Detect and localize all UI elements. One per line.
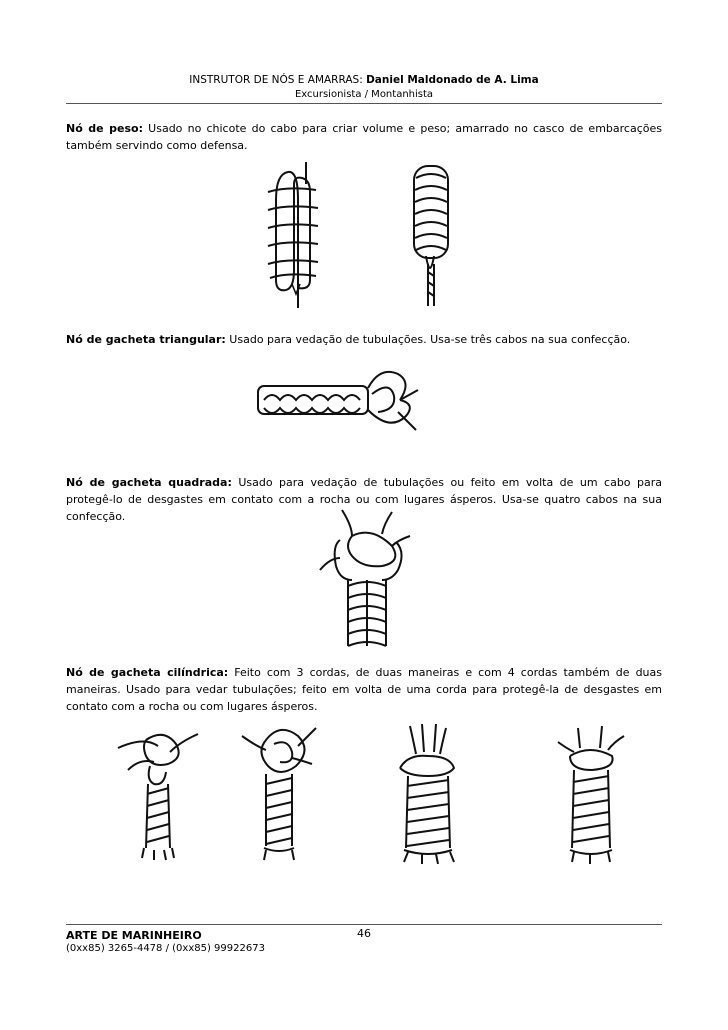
page-number: 46 bbox=[357, 927, 371, 940]
section-text: Usado no chicote do cabo para criar volume e peso; amarrado no casco de embarcações também servindo como defensa. bbox=[66, 122, 662, 152]
section-triangular-gasket bbox=[66, 331, 662, 348]
header-label: INSTRUTOR DE NÓS E AMARRAS: bbox=[189, 74, 367, 86]
cylindrical-gasket-knot-3 bbox=[388, 724, 468, 864]
footer-title: ARTE DE MARINHEIRO bbox=[66, 929, 202, 942]
footer-phones: (0xx85) 3265-4478 / (0xx85) 99922673 bbox=[66, 943, 265, 954]
square-gasket-knot bbox=[312, 506, 422, 650]
section-title: Nó de peso: bbox=[66, 122, 143, 135]
section-cylindrical-gasket bbox=[66, 664, 662, 715]
section-weight-knot bbox=[66, 120, 662, 154]
section-title: Nó de gacheta quadrada: bbox=[66, 476, 232, 489]
cylindrical-gasket-knot-4 bbox=[552, 722, 630, 864]
cylindrical-gasket-knot-2 bbox=[236, 720, 322, 862]
section-title: Nó de gacheta triangular: bbox=[66, 333, 226, 346]
weight-knot-finished bbox=[406, 160, 456, 308]
header-rule bbox=[66, 103, 662, 104]
footer-rule bbox=[66, 924, 662, 925]
section-text: Feito com 3 cordas, de duas maneiras e com 4 cordas também de duas maneiras. Usado para vedar tubulações; feito em volta de uma corda para protegê-la de desgastes em contato com a rocha ou com lugares ásperos. bbox=[66, 666, 663, 713]
triangular-gasket-knot bbox=[250, 360, 420, 450]
section-text: Usado para vedação de tubulações ou feito em volta de um cabo para protegê-lo de desgastes em contato com a rocha ou com lugares ásperos. Usa-se quatro cabos na sua confecção. bbox=[66, 476, 662, 523]
weight-knot-diagram bbox=[258, 160, 330, 310]
section-text: Usado para vedação de tubulações. Usa-se três cabos na sua confecção. bbox=[225, 333, 631, 346]
page-header-subtitle: Excursionista / Montanhista bbox=[294, 89, 434, 100]
cylindrical-gasket-knot-1 bbox=[114, 722, 200, 862]
section-title: Nó de gacheta cilíndrica: bbox=[66, 666, 229, 679]
header-author: Daniel Maldonado de A. Lima bbox=[366, 74, 539, 86]
page-header-title bbox=[0, 74, 728, 86]
